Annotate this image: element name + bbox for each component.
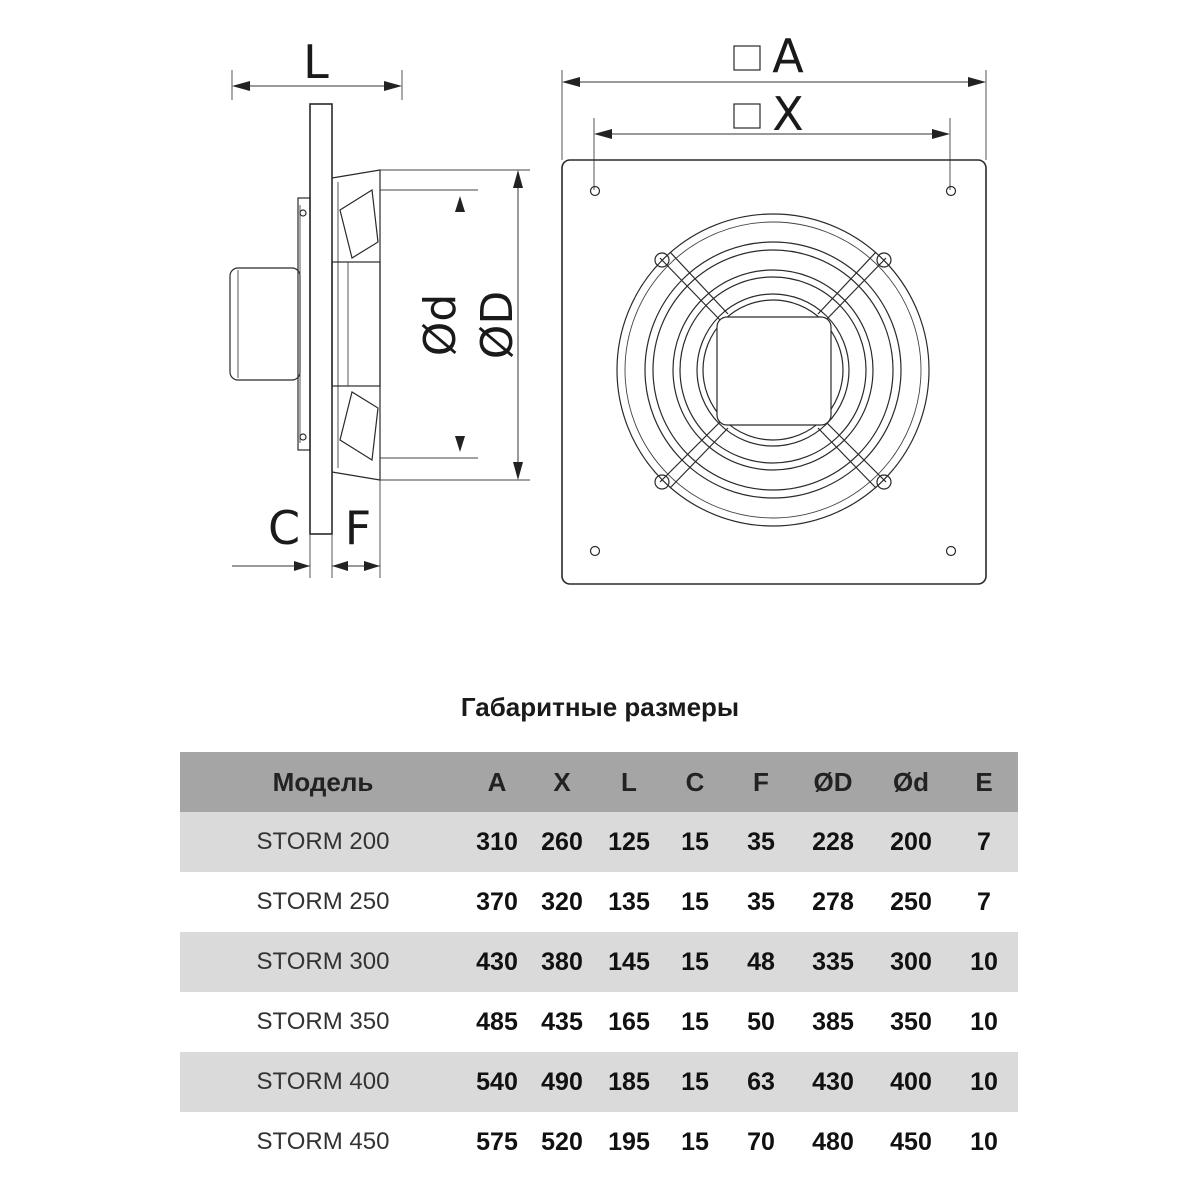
cell-c: 15 xyxy=(681,1127,709,1156)
cell-od-large: 278 xyxy=(812,887,854,916)
cell-c: 15 xyxy=(681,827,709,856)
cell-x: 380 xyxy=(541,947,583,976)
cell-l: 135 xyxy=(608,887,650,916)
cell-c: 15 xyxy=(681,887,709,916)
cell-e: 7 xyxy=(977,827,991,856)
table-row xyxy=(180,812,1018,872)
cell-od-large: 335 xyxy=(812,947,854,976)
header-od-large: ØD xyxy=(813,766,853,797)
table-row xyxy=(180,992,1018,1052)
dim-label-a: A xyxy=(772,29,804,83)
cell-od-large: 430 xyxy=(812,1067,854,1096)
table-row xyxy=(180,872,1018,932)
header-f: F xyxy=(753,766,769,797)
cell-f: 35 xyxy=(747,827,775,856)
dim-label-d-small: Ød xyxy=(415,293,466,357)
cell-od-large: 480 xyxy=(812,1127,854,1156)
cell-c: 15 xyxy=(681,1007,709,1036)
dim-label-c: C xyxy=(267,501,301,555)
cell-f: 50 xyxy=(747,1007,775,1036)
cell-f: 63 xyxy=(747,1067,775,1096)
cell-c: 15 xyxy=(681,1067,709,1096)
dim-label-d-large: ØD xyxy=(472,290,523,360)
header-x: X xyxy=(553,766,571,797)
cell-e: 7 xyxy=(977,887,991,916)
cell-model: STORM 250 xyxy=(256,888,390,915)
cell-e: 10 xyxy=(970,1007,998,1036)
header-model: Модель xyxy=(272,766,374,797)
cell-a: 310 xyxy=(476,827,518,856)
header-a: A xyxy=(487,766,507,797)
dimensions-table xyxy=(180,752,1018,1172)
table-title: Габаритные размеры xyxy=(460,692,740,722)
cell-a: 485 xyxy=(476,1007,518,1036)
header-c: C xyxy=(685,766,705,797)
table-header-row xyxy=(180,752,1018,812)
cell-l: 145 xyxy=(608,947,650,976)
cell-x: 320 xyxy=(541,887,583,916)
cell-model: STORM 300 xyxy=(256,948,390,975)
cell-x: 520 xyxy=(541,1127,583,1156)
front-view xyxy=(562,29,986,584)
cell-od-small: 300 xyxy=(890,947,932,976)
cell-od-large: 385 xyxy=(812,1007,854,1036)
cell-l: 165 xyxy=(608,1007,650,1036)
cell-a: 430 xyxy=(476,947,518,976)
dim-label-l: L xyxy=(303,35,329,89)
cell-l: 125 xyxy=(608,827,650,856)
table-row xyxy=(180,1052,1018,1112)
cell-f: 70 xyxy=(747,1127,775,1156)
cell-x: 260 xyxy=(541,827,583,856)
cell-model: STORM 450 xyxy=(256,1128,390,1155)
cell-model: STORM 200 xyxy=(256,828,390,855)
cell-c: 15 xyxy=(681,947,709,976)
cell-od-small: 200 xyxy=(890,827,932,856)
dim-label-f: F xyxy=(344,501,372,555)
dim-label-x: X xyxy=(772,87,804,141)
cell-od-small: 350 xyxy=(890,1007,932,1036)
side-view xyxy=(230,35,530,578)
cell-x: 490 xyxy=(541,1067,583,1096)
header-od-small: Ød xyxy=(892,766,930,797)
cell-model: STORM 350 xyxy=(256,1008,390,1035)
cell-e: 10 xyxy=(970,1067,998,1096)
cell-e: 10 xyxy=(970,1127,998,1156)
cell-od-small: 450 xyxy=(890,1127,932,1156)
cell-a: 370 xyxy=(476,887,518,916)
cell-f: 48 xyxy=(747,947,775,976)
cell-od-large: 228 xyxy=(812,827,854,856)
header-e: E xyxy=(975,766,993,797)
cell-a: 575 xyxy=(476,1127,518,1156)
cell-l: 185 xyxy=(608,1067,650,1096)
table-row xyxy=(180,932,1018,992)
cell-l: 195 xyxy=(608,1127,650,1156)
cell-e: 10 xyxy=(970,947,998,976)
cell-f: 35 xyxy=(747,887,775,916)
cell-model: STORM 400 xyxy=(256,1068,390,1095)
cell-od-small: 250 xyxy=(890,887,932,916)
header-l: L xyxy=(621,766,637,797)
cell-a: 540 xyxy=(476,1067,518,1096)
cell-x: 435 xyxy=(541,1007,583,1036)
table-row xyxy=(180,1112,1018,1172)
cell-od-small: 400 xyxy=(890,1067,932,1096)
